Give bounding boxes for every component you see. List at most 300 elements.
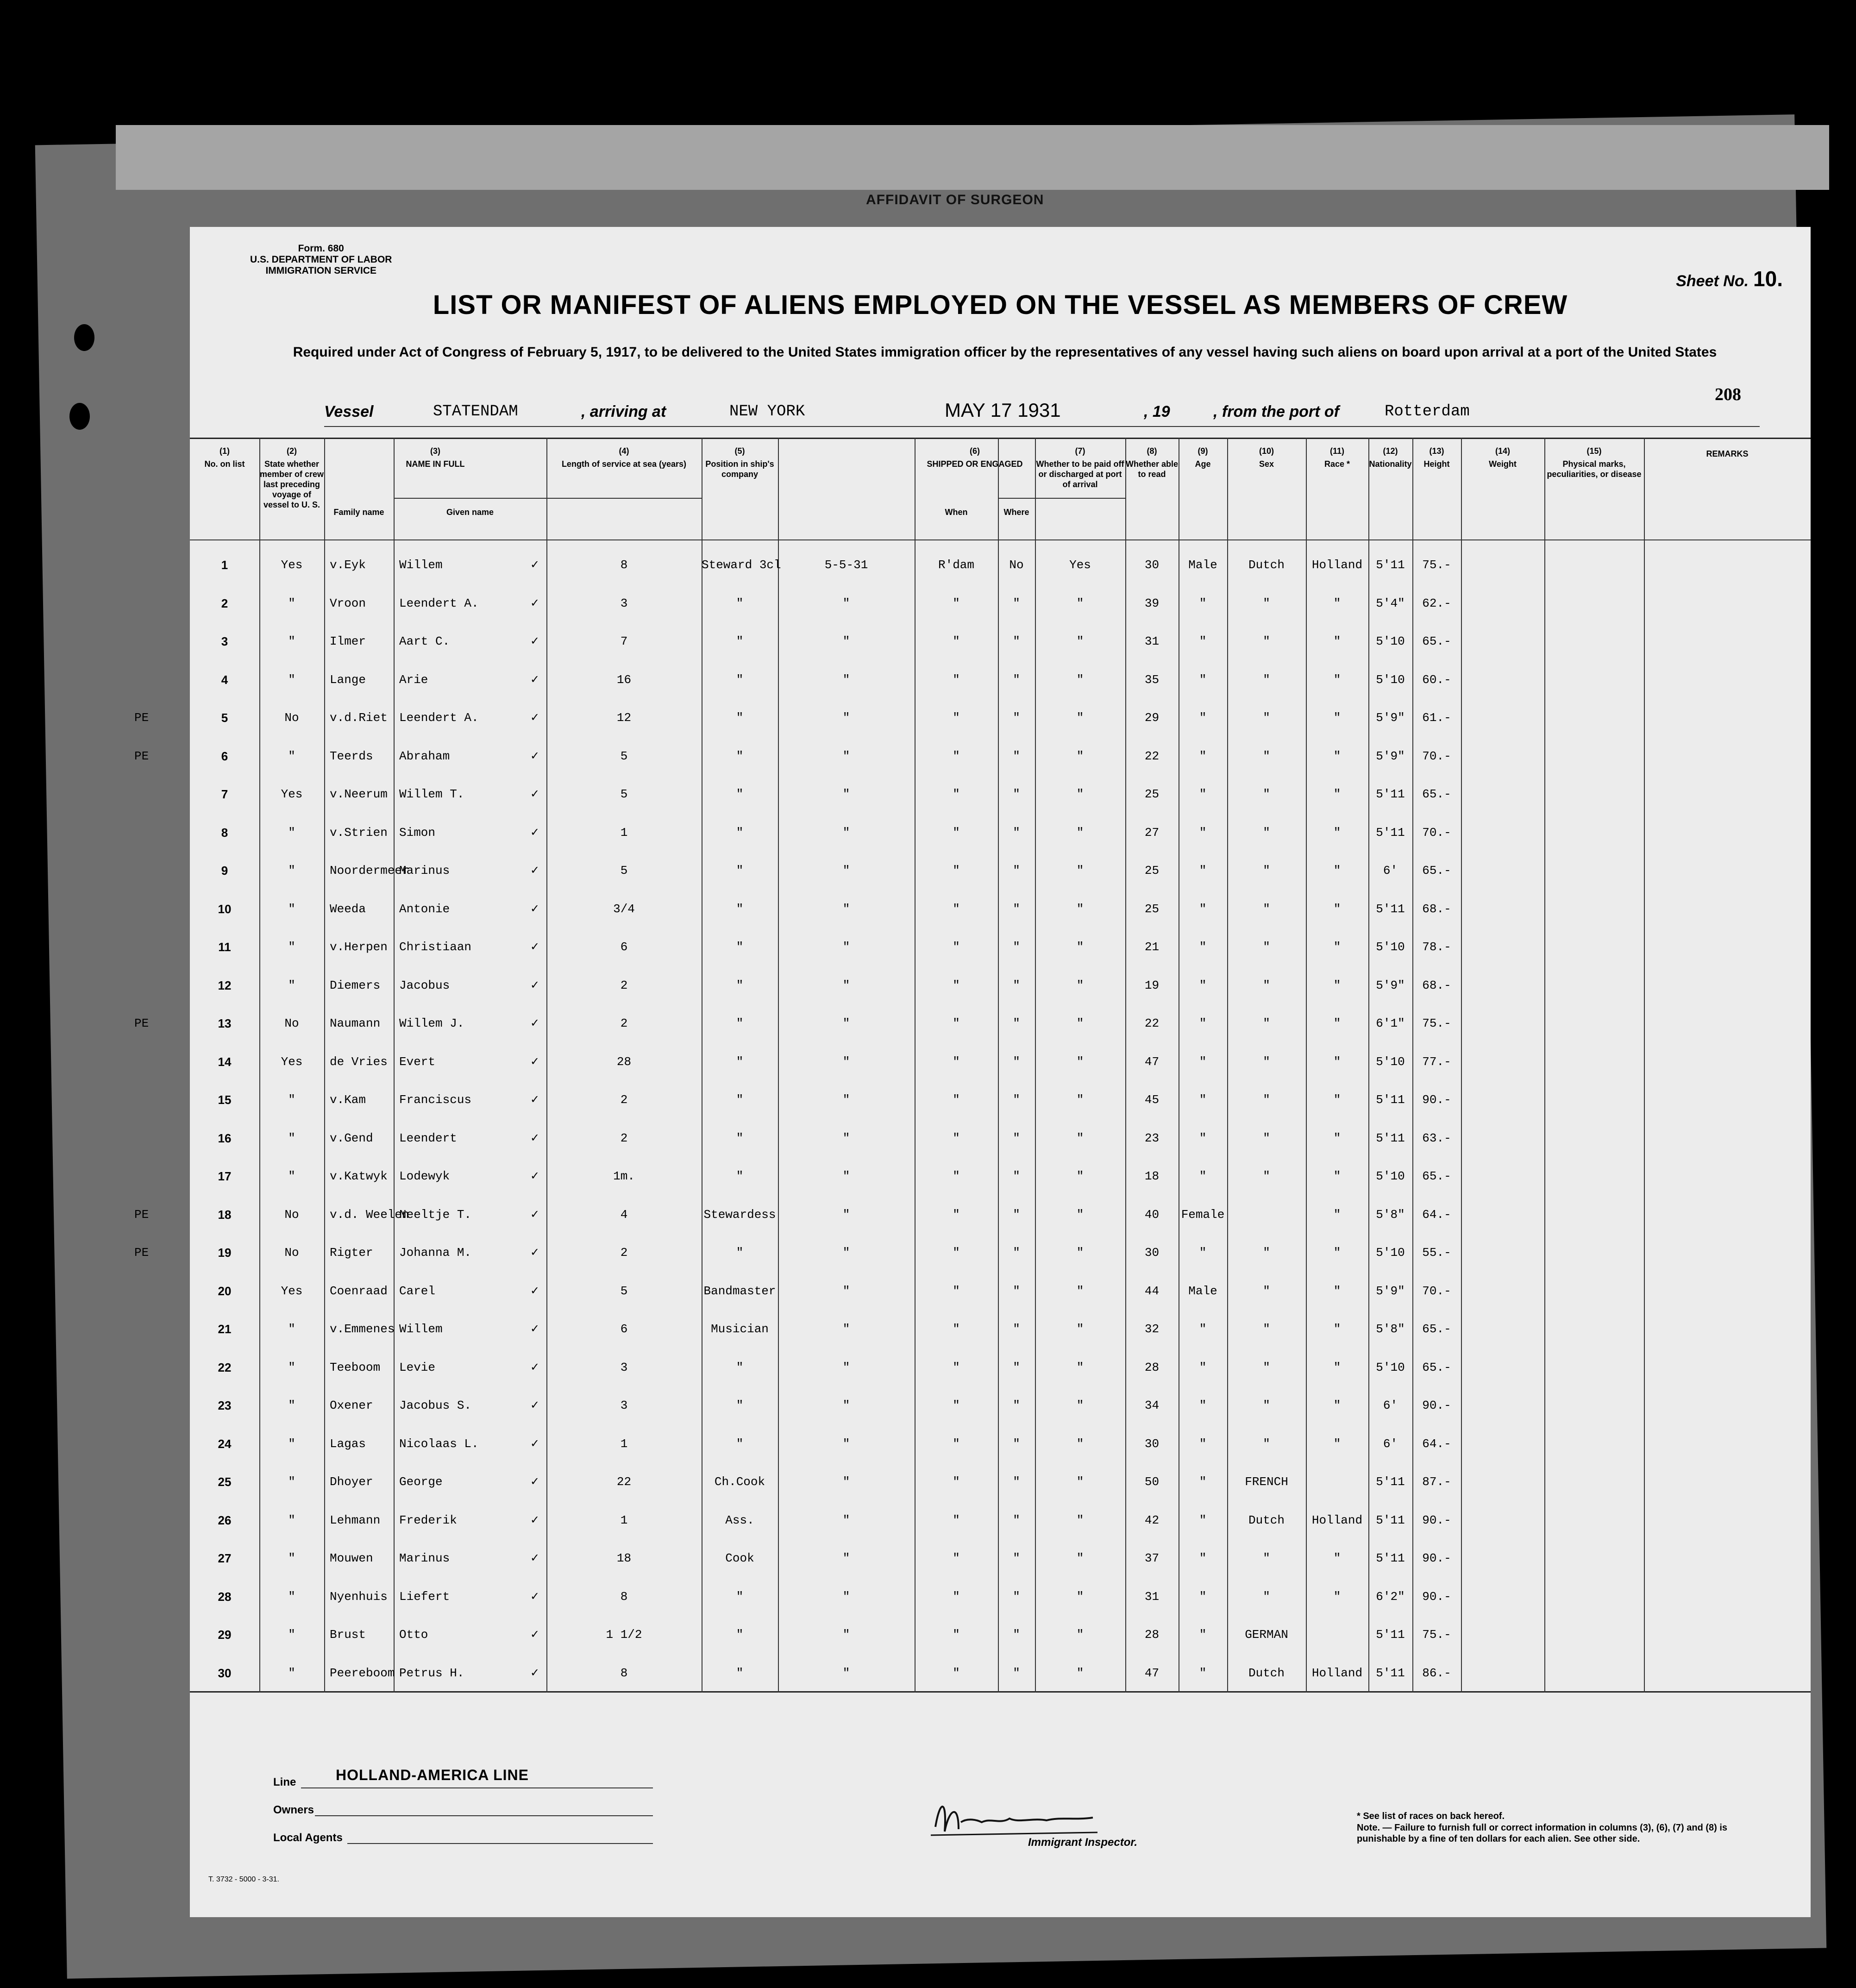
service-years-cell: 2 (620, 1131, 628, 1145)
height-cell: 5'9" (1376, 711, 1405, 725)
age-cell: 39 (1144, 596, 1160, 610)
sex-cell: " (1199, 672, 1207, 687)
pe-mark: PE (134, 1246, 149, 1260)
height-cell: 5'11 (1376, 825, 1405, 840)
family-name-cell: Weeda (330, 902, 366, 916)
shipped-where-cell: " (953, 940, 960, 954)
position-cell: Stewardess (703, 1207, 776, 1222)
family-name-cell: v.Neerum (330, 787, 388, 801)
row-number: 16 (218, 1131, 232, 1145)
vessel-name: STATENDAM (433, 403, 518, 420)
last-voyage-cell: No (284, 1016, 299, 1030)
shipping-line-name: HOLLAND-AMERICA LINE (336, 1767, 529, 1783)
position-cell: " (736, 1016, 744, 1030)
nationality-cell: " (1333, 787, 1341, 801)
position-cell: " (736, 749, 744, 763)
sex-cell: " (1199, 1016, 1207, 1030)
family-name-cell: Naumann (330, 1016, 381, 1030)
position-cell: " (736, 1054, 744, 1069)
paid-off-cell: No (1009, 558, 1024, 572)
column-number: (3) (430, 446, 440, 456)
sex-cell: " (1199, 1589, 1207, 1604)
row-number: 29 (218, 1628, 232, 1642)
able-to-read-cell: " (1076, 1666, 1084, 1680)
height-cell: 5'10 (1376, 1246, 1405, 1260)
sex-cell: " (1199, 1551, 1207, 1565)
shipped-when-cell: " (842, 1169, 850, 1183)
family-name-cell: v.Emmenes (330, 1322, 395, 1336)
given-name-cell: Carel (399, 1284, 436, 1298)
race-cell: Dutch (1248, 558, 1285, 572)
weight-cell: 75.- (1422, 1016, 1451, 1030)
nationality-cell: " (1333, 1551, 1341, 1565)
shipped-when-cell: " (842, 1589, 850, 1604)
position-cell: " (736, 634, 744, 648)
shipped-where-cell: " (953, 634, 960, 648)
race-cell: " (1263, 1551, 1270, 1565)
age-cell: 32 (1144, 1322, 1160, 1336)
weight-cell: 75.- (1422, 1628, 1451, 1642)
row-number: 15 (218, 1093, 232, 1107)
paid-off-cell: " (1013, 1436, 1020, 1451)
column-header (702, 446, 778, 479)
nationality-cell: " (1333, 1054, 1341, 1069)
tally-check-mark: ✓ (530, 1246, 540, 1259)
service-years-cell: 3 (620, 596, 628, 610)
sex-cell: " (1199, 940, 1207, 954)
paid-off-cell: " (1013, 940, 1020, 954)
weight-cell: 63.- (1422, 1131, 1451, 1145)
paid-off-cell: " (1013, 864, 1020, 878)
shipped-when-cell: " (842, 1513, 850, 1527)
weight-cell: 68.- (1422, 902, 1451, 916)
column-header (259, 446, 324, 510)
able-to-read-cell: " (1076, 1628, 1084, 1642)
shipped-where-cell: " (953, 1246, 960, 1260)
family-name-cell: v.d. Weelen (330, 1207, 409, 1222)
paid-off-cell: " (1013, 1628, 1020, 1642)
shipped-where-cell: " (953, 1284, 960, 1298)
position-cell: " (736, 787, 744, 801)
service-years-cell: 1m. (613, 1169, 635, 1183)
service-years-cell: 6 (620, 940, 628, 954)
row-number: 4 (221, 672, 228, 687)
race-cell: " (1263, 1016, 1270, 1030)
given-name-cell: Leendert A. (399, 596, 479, 610)
tally-check-mark: ✓ (530, 1437, 540, 1450)
sex-cell: " (1199, 596, 1207, 610)
service-years-cell: 22 (616, 1475, 632, 1489)
shipped-when-cell: " (842, 1284, 850, 1298)
able-to-read-cell: " (1076, 711, 1084, 725)
able-to-read-cell: " (1076, 1207, 1084, 1222)
service-years-cell: 2 (620, 1016, 628, 1030)
tally-check-mark: ✓ (530, 1055, 540, 1068)
family-name-cell: v.Herpen (330, 940, 388, 954)
able-to-read-cell: " (1076, 902, 1084, 916)
given-name-cell: Aart C. (399, 634, 450, 648)
family-name-cell: v.d.Riet (330, 711, 388, 725)
row-number: 5 (221, 711, 228, 725)
weight-cell: 55.- (1422, 1246, 1451, 1260)
nationality-cell: " (1333, 864, 1341, 878)
column-label: Race * (1324, 459, 1350, 469)
sex-cell: " (1199, 711, 1207, 725)
binder-hole (69, 403, 90, 430)
able-to-read-cell: " (1076, 1398, 1084, 1412)
column-number: (7) (1075, 446, 1085, 456)
position-cell: Musician (711, 1322, 769, 1336)
row-number: 18 (218, 1207, 232, 1222)
able-to-read-cell: " (1076, 940, 1084, 954)
age-cell: 50 (1144, 1475, 1160, 1489)
column-divider (324, 438, 325, 1693)
row-number: 14 (218, 1054, 232, 1069)
given-name-cell: Abraham (399, 749, 450, 763)
race-cell: " (1263, 1589, 1270, 1604)
owners-underline (315, 1815, 653, 1816)
able-to-read-cell: " (1076, 1322, 1084, 1336)
row-number: 9 (221, 864, 228, 878)
pe-mark: PE (134, 1207, 149, 1222)
nationality-cell: " (1333, 1131, 1341, 1145)
height-cell: 5'11 (1376, 1628, 1405, 1642)
column-header (1227, 446, 1306, 469)
last-voyage-cell: No (284, 1207, 299, 1222)
shipped-where-cell: " (953, 1093, 960, 1107)
sex-cell: " (1199, 1436, 1207, 1451)
shipped-where-cell: " (953, 1551, 960, 1565)
family-name-cell: v.Kam (330, 1093, 366, 1107)
shipped-where-cell: " (953, 1436, 960, 1451)
nationality-cell: " (1333, 1169, 1341, 1183)
sex-cell: " (1199, 1322, 1207, 1336)
sex-cell: " (1199, 1513, 1207, 1527)
weight-cell: 77.- (1422, 1054, 1451, 1069)
immigrant-inspector-label: Immigrant Inspector. (1028, 1836, 1138, 1849)
service-years-cell: 8 (620, 1666, 628, 1680)
shipped-when-cell: " (842, 1322, 850, 1336)
shipped-when-cell: " (842, 1666, 850, 1680)
paid-off-cell: " (1013, 1246, 1020, 1260)
given-name-cell: Leendert (399, 1131, 457, 1145)
vessel-line (324, 399, 1760, 427)
family-name-cell: Lagas (330, 1436, 366, 1451)
nationality-cell: " (1333, 1207, 1341, 1222)
nationality-cell: " (1333, 749, 1341, 763)
service-years-cell: 3 (620, 1398, 628, 1412)
tally-check-mark: ✓ (530, 788, 540, 800)
nationality-cell: " (1333, 1284, 1341, 1298)
weight-cell: 65.- (1422, 787, 1451, 801)
sex-cell: " (1199, 1246, 1207, 1260)
height-cell: 5'11 (1376, 1513, 1405, 1527)
family-name-cell: Lange (330, 672, 366, 687)
shipped-when-cell: " (842, 902, 850, 916)
given-name-cell: Jacobus S. (399, 1398, 472, 1412)
shipped-where-cell: " (953, 1513, 960, 1527)
family-name-cell: Teeboom (330, 1360, 381, 1374)
nationality-cell: " (1333, 672, 1341, 687)
position-cell: " (736, 1131, 744, 1145)
given-name-cell: George (399, 1475, 443, 1489)
position-cell: " (736, 1246, 744, 1260)
race-cell: " (1263, 596, 1270, 610)
race-cell: " (1263, 1246, 1270, 1260)
arrival-date: MAY 17 1931 (945, 399, 1061, 421)
race-cell: " (1263, 1169, 1270, 1183)
weight-cell: 61.- (1422, 711, 1451, 725)
last-voyage-cell: " (288, 1513, 295, 1527)
age-cell: 35 (1144, 672, 1160, 687)
sex-cell: " (1199, 634, 1207, 648)
last-voyage-cell: " (288, 978, 295, 992)
row-number: 13 (218, 1016, 232, 1030)
shipped-where-cell: " (953, 787, 960, 801)
sex-cell: " (1199, 749, 1207, 763)
tally-check-mark: ✓ (530, 749, 540, 762)
given-name-cell: Franciscus (399, 1093, 472, 1107)
age-cell: 25 (1144, 902, 1160, 916)
shipped-when-cell: " (842, 825, 850, 840)
age-cell: 28 (1144, 1360, 1160, 1374)
last-voyage-cell: " (288, 596, 295, 610)
height-cell: 5'8" (1376, 1207, 1405, 1222)
last-voyage-cell: " (288, 1436, 295, 1451)
column-label: Sex (1259, 459, 1274, 469)
able-to-read-cell: " (1076, 672, 1084, 687)
column-header (1544, 446, 1644, 479)
family-name-cell: v.Strien (330, 825, 388, 840)
race-cell: " (1263, 1322, 1270, 1336)
position-cell: " (736, 1436, 744, 1451)
tally-check-mark: ✓ (530, 978, 540, 991)
weight-cell: 62.- (1422, 596, 1451, 610)
position-cell: " (736, 596, 744, 610)
height-cell: 5'9" (1376, 1284, 1405, 1298)
able-to-read-cell: " (1076, 1589, 1084, 1604)
column-subheader: Given name (446, 508, 494, 517)
weight-cell: 90.- (1422, 1513, 1451, 1527)
position-cell: " (736, 672, 744, 687)
shipped-when-cell: " (842, 1436, 850, 1451)
shipped-when-cell: " (842, 1360, 850, 1374)
family-name-cell: v.Katwyk (330, 1169, 388, 1183)
paid-off-cell: " (1013, 711, 1020, 725)
tally-check-mark: ✓ (530, 558, 540, 571)
last-voyage-cell: " (288, 1169, 295, 1183)
nationality-cell: " (1333, 825, 1341, 840)
age-cell: 40 (1144, 1207, 1160, 1222)
print-code: T. 3732 - 5000 - 3-31. (208, 1875, 279, 1883)
age-cell: 37 (1144, 1551, 1160, 1565)
service-years-cell: 1 (620, 1436, 628, 1451)
column-header (1644, 446, 1811, 459)
family-name-cell: Nyenhuis (330, 1589, 388, 1604)
able-to-read-cell: " (1076, 1360, 1084, 1374)
row-number: 2 (221, 596, 228, 610)
column-number: (14) (1495, 446, 1510, 456)
sex-cell: " (1199, 902, 1207, 916)
age-cell: 44 (1144, 1284, 1160, 1298)
age-cell: 18 (1144, 1169, 1160, 1183)
height-cell: 5'8" (1376, 1322, 1405, 1336)
service-years-cell: 5 (620, 1284, 628, 1298)
nationality-cell: " (1333, 1360, 1341, 1374)
sex-cell: " (1199, 1628, 1207, 1642)
given-name-cell: Arie (399, 672, 428, 687)
last-voyage-cell: " (288, 1322, 295, 1336)
shipped-when-cell: " (842, 634, 850, 648)
height-cell: 5'11 (1376, 558, 1405, 572)
given-name-cell: Liefert (399, 1589, 450, 1604)
paid-off-cell: " (1013, 1093, 1020, 1107)
row-number: 30 (218, 1666, 232, 1680)
column-header (324, 446, 546, 469)
sex-cell: Male (1188, 558, 1217, 572)
weight-cell: 64.- (1422, 1207, 1451, 1222)
binder-hole (74, 324, 94, 351)
height-cell: 6' (1383, 1436, 1398, 1451)
column-number: (11) (1329, 446, 1345, 456)
last-voyage-cell: " (288, 940, 295, 954)
position-cell: " (736, 1589, 744, 1604)
family-name-cell: Dhoyer (330, 1475, 373, 1489)
column-header (546, 446, 702, 469)
given-name-cell: Simon (399, 825, 436, 840)
service-years-cell: 3 (620, 1360, 628, 1374)
race-cell: " (1263, 940, 1270, 954)
last-voyage-cell: " (288, 1398, 295, 1412)
height-cell: 5'10 (1376, 1169, 1405, 1183)
nationality-cell: " (1333, 1016, 1341, 1030)
age-cell: 30 (1144, 558, 1160, 572)
tally-check-mark: ✓ (530, 1017, 540, 1029)
column-header (915, 446, 1035, 469)
weight-cell: 65.- (1422, 1360, 1451, 1374)
last-voyage-cell: " (288, 1360, 295, 1374)
tally-check-mark: ✓ (530, 1170, 540, 1182)
last-voyage-cell: " (288, 1666, 295, 1680)
paid-off-cell: " (1013, 1054, 1020, 1069)
shipped-where-cell: " (953, 978, 960, 992)
paid-off-cell: " (1013, 1551, 1020, 1565)
shipped-when-cell: " (842, 749, 850, 763)
paid-off-cell: " (1013, 1207, 1020, 1222)
family-name-cell: v.Eyk (330, 558, 366, 572)
row-number: 6 (221, 749, 228, 763)
shipped-when-cell: " (842, 1475, 850, 1489)
shipped-when-cell: " (842, 1551, 850, 1565)
tally-check-mark: ✓ (530, 1666, 540, 1679)
tally-check-mark: ✓ (530, 673, 540, 686)
given-name-cell: Christiaan (399, 940, 472, 954)
race-cell: Dutch (1248, 1513, 1285, 1527)
able-to-read-cell: " (1076, 1054, 1084, 1069)
column-number: (1) (219, 446, 230, 456)
column-divider (1461, 438, 1462, 1693)
column-subheader: When (945, 508, 968, 517)
paid-off-cell: " (1013, 825, 1020, 840)
line-label: Line (273, 1776, 296, 1788)
race-cell: " (1263, 864, 1270, 878)
family-name-cell: Oxener (330, 1398, 373, 1412)
shipped-where-cell: " (953, 1666, 960, 1680)
able-to-read-cell: " (1076, 1436, 1084, 1451)
last-voyage-cell: " (288, 864, 295, 878)
tally-check-mark: ✓ (530, 826, 540, 839)
column-label: Whether able to read (1125, 459, 1179, 479)
paid-off-cell: " (1013, 1322, 1020, 1336)
height-cell: 6'2" (1376, 1589, 1405, 1604)
column-label: Age (1195, 459, 1211, 469)
shipped-where-cell: " (953, 749, 960, 763)
service-years-cell: 5 (620, 787, 628, 801)
shipped-where-cell: " (953, 864, 960, 878)
row-number: 10 (218, 902, 232, 916)
paid-off-cell: " (1013, 749, 1020, 763)
position-cell: " (736, 1360, 744, 1374)
page-title: LIST OR MANIFEST OF ALIENS EMPLOYED ON THE VESSEL AS MEMBERS OF CREW (433, 290, 1568, 320)
age-cell: 22 (1144, 749, 1160, 763)
weight-cell: 90.- (1422, 1551, 1451, 1565)
nationality-cell: Holland (1311, 558, 1363, 572)
age-cell: 27 (1144, 825, 1160, 840)
row-number: 8 (221, 825, 228, 840)
position-cell: " (736, 825, 744, 840)
able-to-read-cell: " (1076, 1093, 1084, 1107)
sex-cell: " (1199, 978, 1207, 992)
weight-cell: 65.- (1422, 864, 1451, 878)
last-voyage-cell: " (288, 825, 295, 840)
age-cell: 31 (1144, 634, 1160, 648)
given-name-cell: Levie (399, 1360, 436, 1374)
row-number: 24 (218, 1436, 232, 1451)
column-divider (1644, 438, 1645, 1693)
column-number: (5) (734, 446, 745, 456)
shipped-where-cell: " (953, 1322, 960, 1336)
age-cell: 28 (1144, 1628, 1160, 1642)
column-subheader: Where (1003, 508, 1029, 517)
column-divider (394, 438, 395, 1693)
service-years-cell: 8 (620, 558, 628, 572)
given-name-cell: Marinus (399, 1551, 450, 1565)
race-cell: " (1263, 672, 1270, 687)
column-number: (15) (1586, 446, 1602, 456)
family-name-cell: Mouwen (330, 1551, 373, 1565)
tally-check-mark: ✓ (530, 596, 540, 609)
last-voyage-cell: Yes (281, 558, 303, 572)
height-cell: 5'10 (1376, 634, 1405, 648)
weight-cell: 86.- (1422, 1666, 1451, 1680)
row-number: 22 (218, 1360, 232, 1374)
tally-check-mark: ✓ (530, 941, 540, 953)
column-header (190, 446, 259, 469)
column-number: (2) (287, 446, 297, 456)
able-to-read-cell: " (1076, 1475, 1084, 1489)
sheet-number (1676, 266, 1783, 291)
shipped-when-cell: " (842, 1131, 850, 1145)
height-cell: 5'11 (1376, 902, 1405, 916)
paid-off-cell: " (1013, 1131, 1020, 1145)
race-note: * See list of races on back hereof. (1357, 1811, 1505, 1821)
height-cell: 6' (1383, 864, 1398, 878)
able-to-read-cell: " (1076, 1284, 1084, 1298)
sex-cell: " (1199, 1398, 1207, 1412)
age-cell: 47 (1144, 1666, 1160, 1680)
height-cell: 5'11 (1376, 1475, 1405, 1489)
tally-check-mark: ✓ (530, 1590, 540, 1603)
